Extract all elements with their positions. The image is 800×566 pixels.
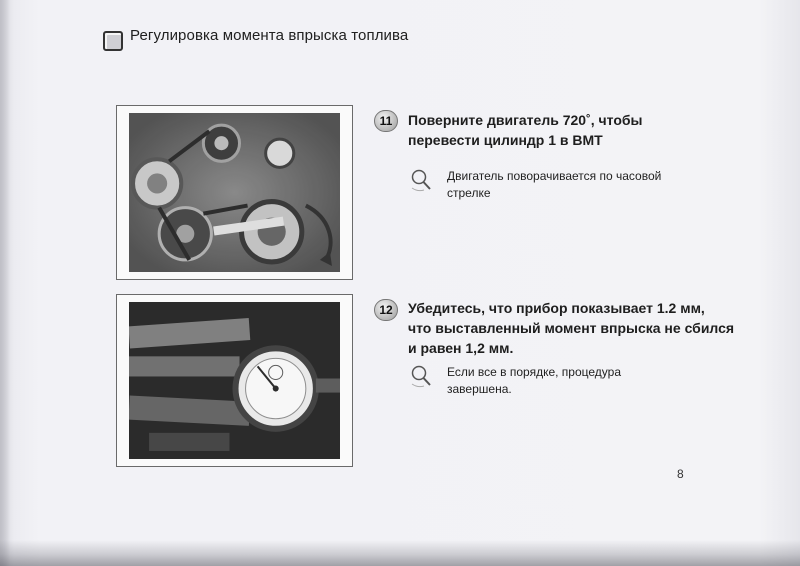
step-instruction [408, 298, 734, 358]
step-instruction-line: перевести цилиндр 1 в ВМТ [408, 132, 603, 148]
step-instruction [408, 110, 642, 150]
page-title: Регулировка момента впрыска топлива [130, 27, 409, 44]
step-instruction-line: и равен 1,2 мм. [408, 340, 514, 356]
step-note [447, 364, 621, 398]
checkbox-square-icon [103, 31, 123, 51]
step-instruction-line: Убедитесь, что прибор показывает 1.2 мм, [408, 300, 705, 316]
engine-crankshaft-pulley-photo [129, 113, 340, 272]
binding-shadow [0, 0, 10, 566]
dial-indicator-photo [129, 302, 340, 459]
step-11-photo [116, 105, 353, 280]
step-12-photo [116, 294, 353, 467]
step-note [447, 168, 661, 202]
page-bottom-shadow [0, 540, 800, 566]
step-note-line: завершена. [447, 382, 512, 396]
page-number: 8 [677, 467, 684, 481]
magnifier-icon [410, 364, 432, 388]
step-instruction-line: что выставленный момент впрыска не сбился [408, 320, 735, 336]
step-note-line: Двигатель поворачивается по часовой [447, 169, 662, 183]
step-instruction-line: Поверните двигатель 720˚, чтобы [408, 112, 643, 128]
step-number-badge: 12 [374, 299, 398, 321]
step-number-badge: 11 [374, 110, 398, 132]
magnifier-icon [410, 168, 432, 192]
step-note-line: стрелке [447, 186, 491, 200]
step-note-line: Если все в порядке, процедура [447, 365, 622, 379]
